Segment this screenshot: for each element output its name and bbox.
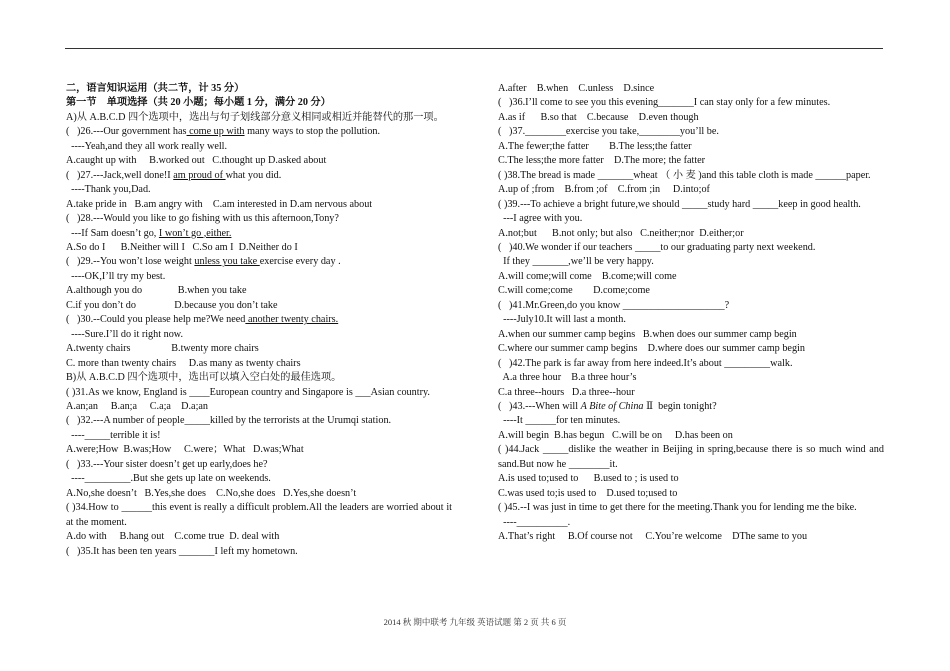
question-35: ( )35.It has been ten years _______I left my hometown.: [66, 545, 298, 557]
question-38-options: A.up of ;from B.from ;of C.from ;in D.into;of: [498, 184, 710, 196]
question-40: ( )40.We wonder if our teachers _____to our graduating party next weekend.: [498, 241, 816, 253]
question-45-options: A.That’s right B.Of course not C.You’re welcome DThe same to you: [498, 531, 808, 543]
question-43-options: A.will begin B.has begun C.will be on D.has been on: [498, 429, 733, 441]
question-45-reply: ----__________.: [498, 516, 571, 528]
question-41: ( )41.Mr.Green,do you know ____________________?: [498, 299, 730, 311]
question-40-options-2: C.will come;come D.come;come: [498, 285, 650, 297]
question-40-options-1: A.will come;will come B.come;will come: [498, 270, 677, 282]
right-column: [498, 82, 884, 545]
question-27-options: A.take pride in B.am angry with C.am interested in D.am nervous about: [66, 198, 373, 210]
question-32-options: A.were;How B.was;How C.were；What D.was;What: [66, 444, 304, 456]
question-37: ( )37.________exercise you take,________you’ll be.: [498, 126, 719, 138]
left-column: [66, 82, 452, 559]
question-30: ( )30.--Could you please help me?We need another twenty chairs.: [66, 314, 339, 326]
question-40-reply: If they _______,we’ll be very happy.: [498, 256, 654, 268]
question-43-reply: ----It ______for ten minutes.: [498, 415, 621, 427]
page-footer: 2014 秋 期中联考 九年级 英语试题 第 2 页 共 6 页: [383, 617, 567, 627]
instruction-b: B)从 A.B.C.D 四个选项中，选出可以填入空白处的最佳选项。: [66, 372, 342, 384]
question-45: ( )45.--I was just in time to get there for the meeting.Thank you for lending me the bike.: [498, 502, 857, 514]
header-rule: [65, 48, 883, 49]
question-43: ( )43.---When will A Bite of China Ⅱ begin tonight?: [498, 400, 717, 412]
question-34-options: A.do with B.hang out C.come true D. deal with: [66, 531, 280, 543]
question-31-options: A.an;an B.an;a C.a;a D.a;an: [66, 400, 209, 412]
question-42-options-1: A.a three hour B.a three hour’s: [498, 372, 637, 384]
question-33-options: A.No,she doesn’t B.Yes,she does C.No,she does D.Yes,she doesn’t: [66, 487, 357, 499]
question-39-options: A.not;but B.not only; but also C.neither;nor D.either;or: [498, 227, 744, 239]
part-heading: 第一节 单项选择（共 20 小题；每小题 1 分，满分 20 分）: [66, 97, 331, 109]
question-26: ( )26.---Our government has come up with many ways to stop the pollution.: [66, 126, 381, 138]
question-28: ( )28.---Would you like to go fishing with us this afternoon,Tony?: [66, 213, 339, 225]
question-26-reply: ----Yeah,and they all work really well.: [66, 140, 228, 152]
question-29-options-1: A.although you do B.when you take: [66, 285, 247, 297]
question-38: ( )38.The bread is made _______wheat （ 小 麦 )and this table cloth is made ______paper.: [498, 169, 871, 181]
question-44: ( )44.Jack _____dislike the weather in Beijing in spring,because there is so much wind and sand.But now he ________it.: [498, 444, 884, 470]
question-41-reply: ----July10.It will last a month.: [498, 314, 626, 326]
question-41-options-1: A.when our summer camp begins B.when does our summer camp begin: [498, 328, 797, 340]
instruction-a: A)从 A.B.C.D 四个选项中，选出与句子划线部分意义相同或相近并能替代的那一项。: [66, 111, 444, 123]
question-26-options: A.caught up with B.worked out C.thought up D.asked about: [66, 155, 327, 167]
question-42-options-2: C.a three--hours D.a three--hour: [498, 386, 635, 398]
question-32-reply: ----_____terrible it is!: [66, 429, 161, 441]
question-44-options-1: A.is used to;used to B.used to ; is used to: [498, 473, 679, 485]
question-36-options: A.as if B.so that C.because D.even though: [498, 111, 699, 123]
question-27-reply: ----Thank you,Dad.: [66, 184, 151, 196]
question-29-reply: ----OK,I’ll try my best.: [66, 270, 166, 282]
question-30-options-1: A.twenty chairs B.twenty more chairs: [66, 343, 259, 355]
question-36: ( )36.I’ll come to see you this evening_______I can stay only for a few minutes.: [498, 97, 831, 109]
question-30-reply: ----Sure.I’ll do it right now.: [66, 328, 184, 340]
question-31: ( )31.As we know, England is ____European country and Singapore is ___Asian country.: [66, 386, 430, 398]
question-30-options-2: C. more than twenty chairs D.as many as twenty chairs: [66, 357, 301, 369]
question-29: ( )29.--You won’t lose weight unless you take exercise every day .: [66, 256, 341, 268]
question-39-reply: ---I agree with you.: [498, 213, 583, 225]
question-39: ( )39.---To achieve a bright future,we should _____study hard _____keep in good health.: [498, 198, 861, 210]
question-37-options-1: A.The fewer;the fatter B.The less;the fatter: [498, 140, 692, 152]
question-35-options: A.after B.when C.unless D.since: [498, 83, 655, 94]
question-28-reply: ---If Sam doesn’t go, I won’t go ,either.: [66, 227, 232, 239]
question-34: ( )34.How to ______this event is really a difficult problem.All the leaders are worried about it at the moment.: [66, 502, 452, 528]
question-33: ( )33.---Your sister doesn’t get up early,does he?: [66, 458, 268, 470]
question-27: ( )27.---Jack,well done!I am proud of what you did.: [66, 169, 282, 181]
question-33-reply: ----_________.But she gets up late on weekends.: [66, 473, 271, 485]
question-29-options-2: C.if you don’t do D.because you don’t take: [66, 299, 278, 311]
question-28-options: A.So do I B.Neither will I C.So am I D.Neither do I: [66, 241, 298, 253]
question-41-options-2: C.where our summer camp begins D.where does our summer camp begin: [498, 343, 805, 355]
section-heading: 二，语言知识运用（共二节，计 35 分）: [66, 83, 245, 94]
question-37-options-2: C.The less;the more fatter D.The more; the fatter: [498, 155, 706, 167]
question-44-options-2: C.was used to;is used to D.used to;used to: [498, 487, 678, 499]
question-42: ( )42.The park is far away from here indeed.It’s about _________walk.: [498, 357, 793, 369]
question-32: ( )32.---A number of people_____killed by the terrorists at the Urumqi station.: [66, 415, 392, 427]
